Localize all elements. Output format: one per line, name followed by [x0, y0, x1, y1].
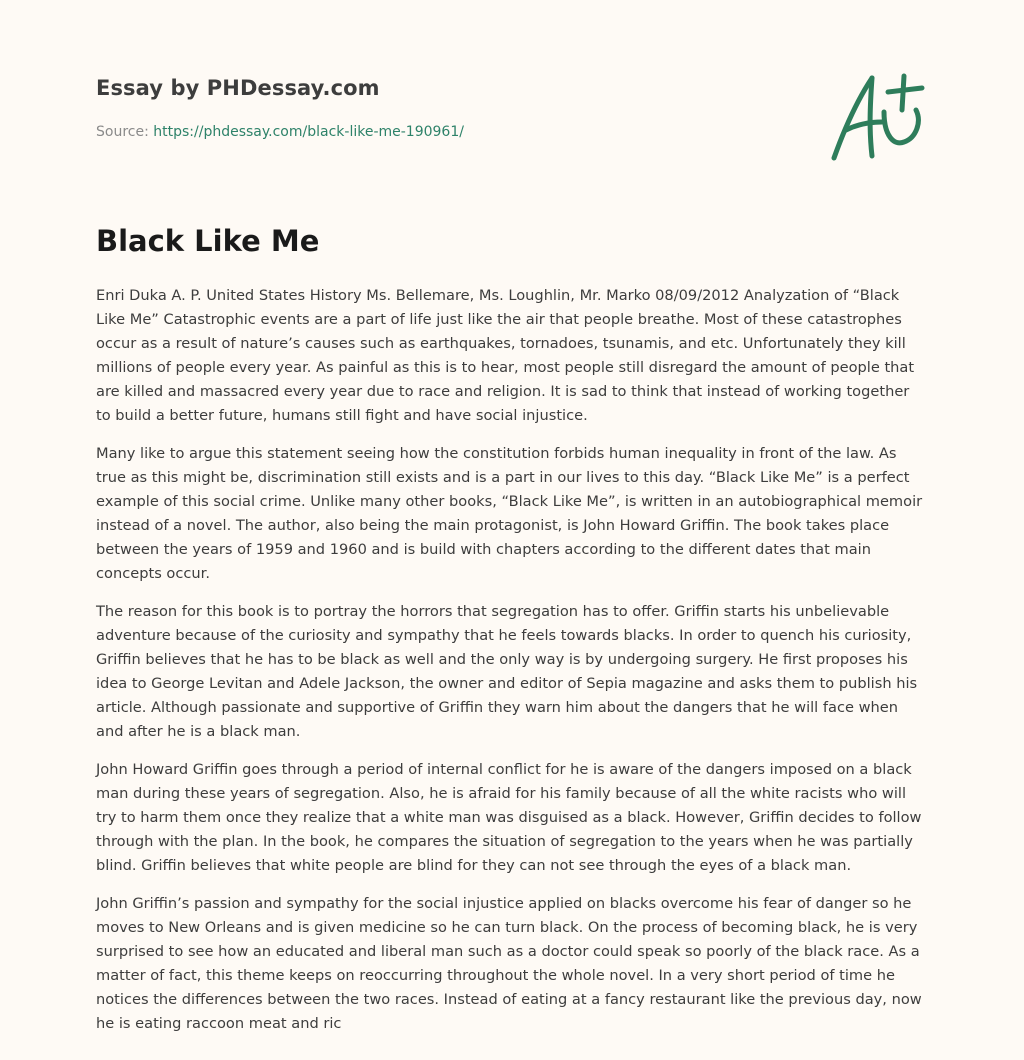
a-plus-icon	[826, 66, 930, 164]
essay-paragraph: Enri Duka A. P. United States History Ms. Bellemare, Ms. Loughlin, Mr. Marko 08/09/2012 Analyzation of “Black Like Me” Catastrophic events are a part of life just like the air that people breathe. Most of these catastrophes occur as a result of nature’s causes such as earthquakes, tornadoes, tsunamis, and etc. Unfortunately they kill millions of people every year. As painful as this is to hear, most people still disregard the amount of people that are killed and massacred every year due to race and religion. It is sad to think that instead of working together to build a better future, humans still fight and have social injustice.	[96, 287, 915, 424]
page-header	[96, 0, 928, 200]
essay-title: Black Like Me	[96, 224, 320, 258]
essay-body	[96, 284, 928, 1050]
essay-paragraph: John Griffin’s passion and sympathy for the social injustice applied on blacks overcome his fear of danger so he moves to New Orleans and is given medicine so he can turn black. On the process of becoming black, he is very surprised to see how an educated and liberal man such as a doctor could speak so poorly of the black race. As a matter of fact, this theme keeps on reoccurring throughout the whole novel. In a very short period of time he notices the differences between the two races. Instead of eating at a fancy restaurant like the previous day, now he is eating raccoon meat and ric	[96, 895, 922, 1032]
source-link[interactable]: https://phdessay.com/black-like-me-190961/	[153, 124, 464, 140]
essay-paragraph: The reason for this book is to portray the horrors that segregation has to offer. Griffin starts his unbelievable adventure because of the curiosity and sympathy that he feels towards blacks. In order to quench his curiosity, Griffin believes that he has to be black as well and the only way is by undergoing surgery. He first proposes his idea to George Levitan and Adele Jackson, the owner and editor of Sepia magazine and asks them to publish his article. Although passionate and supportive of Griffin they warn him about the dangers that he will face when and after he is a black man.	[96, 603, 918, 740]
source-line	[96, 124, 464, 140]
source-label: Source:	[96, 124, 149, 140]
essay-paragraph: Many like to argue this statement seeing how the constitution forbids human inequality in front of the law. As true as this might be, discrimination still exists and is a part in our lives to this day. “Black Like Me” is a perfect example of this social crime. Unlike many other books, “Black Like Me”, is written in an autobiographical memoir instead of a novel. The author, also being the main protagonist, is John Howard Griffin. The book takes place between the years of 1959 and 1960 and is build with chapters according to the different dates that main concepts occur.	[96, 445, 923, 582]
site-title: Essay by PHDessay.com	[96, 76, 380, 100]
essay-paragraph: John Howard Griffin goes through a period of internal conflict for he is aware of the dangers imposed on a black man during these years of segregation. Also, he is afraid for his family because of all the white racists who will try to harm them once they realize that a white man was disguised as a black. However, Griffin decides to follow through with the plan. In the book, he compares the situation of segregation to the years when he was partially blind. Griffin believes that white people are blind for they can not see through the eyes of a black man.	[96, 761, 922, 874]
